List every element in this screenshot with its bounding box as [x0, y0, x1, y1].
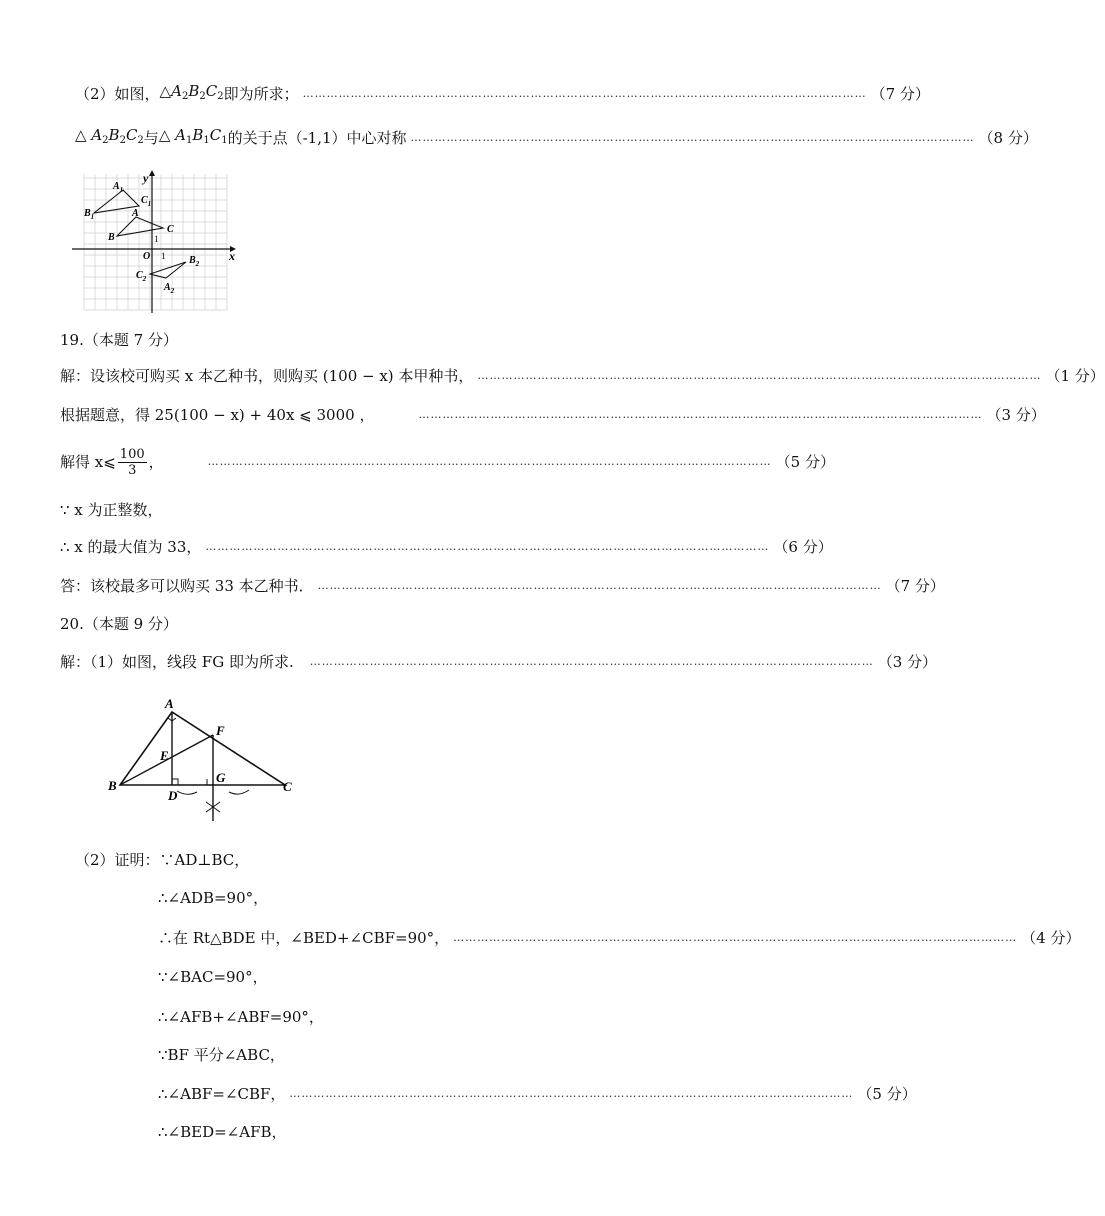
label-a2: $A_2$ [164, 282, 175, 295]
q20-p2-line1 [75, 850, 249, 870]
x-axis-label: x [229, 249, 235, 263]
triangle-a2b2c2-ref: △ $A_2B_2C_2$ [75, 126, 144, 146]
label-A: A [165, 696, 174, 711]
leader-dots: …………………………………………………………………………………………………………………………… [410, 131, 975, 144]
leader-dots: …………………………………………………………………………………………………………………………… [205, 540, 770, 553]
triangle-a2b2c2 [150, 262, 186, 278]
q19-header-text: 19.（本题 7 分） [60, 331, 178, 349]
q18-part2-line1-suffix: 即为所求； [223, 85, 299, 103]
q19-score-1: （1 分） [1045, 367, 1105, 385]
triangle-a1b1c1-ref: △ $A_1B_1C_1$ [158, 126, 228, 146]
score-7: （7 分） [870, 85, 930, 103]
y-axis-label: y [143, 171, 149, 185]
q20-score-5: （5 分） [857, 1085, 917, 1103]
q20-header-text: 20.（本题 9 分） [60, 615, 178, 633]
coordinate-grid-figure [70, 170, 240, 315]
x-unit-label: 1 [161, 251, 166, 261]
q20-header [60, 614, 178, 634]
q20-score-3: （3 分） [877, 653, 938, 671]
leader-dots: …………………………………………………………………………………………………………………………… [477, 369, 1042, 382]
q20-p2-line8 [158, 1122, 287, 1142]
y-unit-label: 1 [154, 234, 159, 244]
triangle-abc-main [120, 712, 285, 785]
label-a1: $A_1$ [113, 181, 124, 194]
q19-line3 [60, 442, 835, 482]
label-E: E [160, 748, 169, 763]
triangle-construction-figure [105, 693, 300, 833]
q20-p2-line1-text: （2）证明：∵AD⊥BC， [75, 851, 250, 869]
label-G: G [216, 770, 226, 785]
fraction-denominator: 3 [128, 462, 137, 478]
leader-dots: …………………………………………………………………………………………………………………………… [309, 655, 874, 668]
label-C: C [283, 779, 292, 794]
label-D: D [168, 788, 178, 803]
leader-dots: …………………………………………………………………………………………………………………………… [207, 455, 772, 468]
q20-p2-line7-text: ∴∠ABF=∠CBF， [158, 1085, 286, 1103]
q20-p2-line2 [158, 888, 268, 908]
q19-line2 [60, 405, 1046, 425]
q19-line1 [60, 366, 1105, 386]
q20-p2-line5-text: ∴∠AFB+∠ABF=90°， [158, 1008, 324, 1026]
q19-line3-prefix: 解得 x⩽ [60, 453, 116, 471]
q20-p2-line6-text: ∵BF 平分∠ABC， [158, 1046, 285, 1064]
label-c1: $C_1$ [141, 195, 152, 208]
q19-line2-text: 根据题意，得 25(100 − x) + 40x ⩽ 3000 ， [60, 406, 375, 424]
label-c: C [167, 224, 174, 235]
q18-part2-line2-suffix: 的关于点（-1,1）中心对称 [227, 129, 407, 147]
origin-label: O [143, 251, 151, 262]
q20-p2-line7 [158, 1084, 917, 1104]
q19-score-7: （7 分） [885, 577, 945, 595]
q20-p2-line6 [158, 1045, 285, 1065]
q20-p2-line3-text: ∴在 Rt△BDE 中，∠BED+∠CBF=90°， [158, 929, 450, 947]
leader-dots: …………………………………………………………………………………………………………………………… [317, 579, 882, 592]
q18-part2-line2-mid: 与 [143, 129, 159, 147]
q20-p2-line2-text: ∴∠ADB=90°， [158, 889, 269, 907]
leader-dots: …………………………………………………………………………………………………………………………… [453, 931, 1018, 944]
q19-line4 [60, 500, 163, 520]
q19-score-5: （5 分） [775, 453, 835, 471]
q19-header [60, 330, 178, 350]
construction-arc-left [177, 791, 197, 794]
q19-line6-text: 答：该校最多可以购买 33 本乙种书． [60, 577, 314, 595]
label-B: B [108, 778, 117, 793]
label-b: B [108, 232, 115, 243]
q20-line1 [60, 652, 938, 672]
construction-arc-right [229, 790, 249, 794]
fraction-100-over-3 [118, 447, 147, 478]
q19-score-6: （6 分） [773, 538, 833, 556]
label-b1: $B_1$ [84, 208, 95, 221]
q19-line5 [60, 537, 833, 557]
fraction-numerator: 100 [119, 446, 145, 462]
q20-p2-line3 [158, 928, 1081, 948]
label-a: A [132, 208, 139, 219]
q20-p2-line8-text: ∴∠BED=∠AFB， [158, 1123, 287, 1141]
right-angle-d [172, 779, 178, 785]
q20-p2-line4-text: ∵∠BAC=90°， [158, 968, 268, 986]
y-axis-arrow [149, 170, 155, 176]
q19-line5-text: ∴ x 的最大值为 33， [60, 538, 202, 556]
label-F: F [216, 723, 225, 738]
q18-part2-line1-prefix: （2）如图， [75, 85, 160, 103]
leader-dots: …………………………………………………………………………………………………………………………… [418, 408, 983, 421]
q18-part2-line2 [75, 125, 1038, 151]
q19-line3-suffix: ， [148, 453, 164, 471]
q20-p2-line5 [158, 1007, 324, 1027]
label-c2: $C_2$ [136, 270, 147, 283]
score-8: （8 分） [978, 129, 1038, 147]
label-b2: $B_2$ [189, 255, 200, 268]
q20-score-4: （4 分） [1021, 929, 1081, 947]
triangle-a2b2c2: $\triangle A_2B_2C_2$ [159, 82, 224, 102]
q20-p2-line4 [158, 967, 268, 987]
q20-line1-text: 解：（1）如图，线段 FG 即为所求. [60, 653, 294, 671]
q18-part2-line1 [75, 81, 930, 107]
leader-dots: …………………………………………………………………………………………………………………………… [302, 87, 867, 100]
leader-dots: …………………………………………………………………………………………………………………………… [289, 1087, 854, 1100]
q19-line6 [60, 576, 945, 596]
q19-line4-text: ∵ x 为正整数， [60, 501, 163, 519]
q19-score-3: （3 分） [986, 406, 1046, 424]
q19-line1-text: 解：设该校可购买 x 本乙种书，则购买 (100 − x) 本甲种书， [60, 367, 474, 385]
